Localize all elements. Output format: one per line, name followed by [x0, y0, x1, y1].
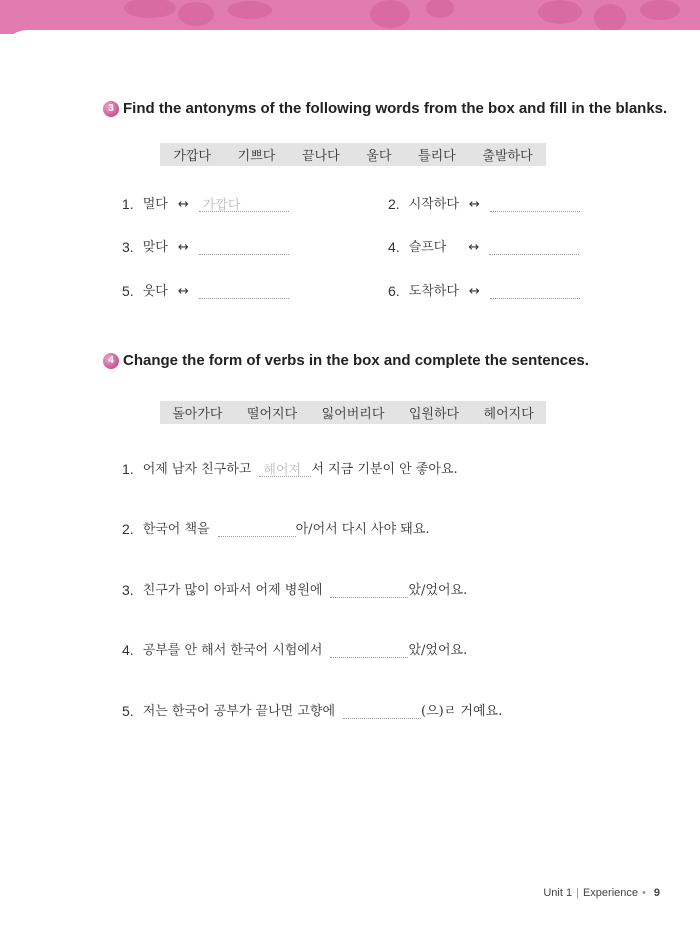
box-word: 돌아가다: [172, 407, 223, 422]
answer-blank[interactable]: [199, 281, 289, 299]
item-word: 맞다: [142, 240, 168, 255]
item-number: 1.: [122, 461, 134, 477]
section-4-word-box: [160, 401, 546, 424]
antonym-item: [388, 236, 579, 255]
sentence-item: [122, 458, 458, 477]
sentence-before: 어제 남자 친구하고: [142, 462, 252, 477]
page-corner: [0, 30, 700, 70]
footer-dot: •: [642, 887, 646, 899]
sentence-before: 공부를 안 해서 한국어 시험에서: [142, 643, 323, 658]
section-4-instruction: Change the form of verbs in the box and complete the sentences.: [123, 352, 589, 369]
answer-blank[interactable]: 헤어져: [259, 459, 311, 477]
double-arrow-icon: ↔: [177, 197, 189, 212]
antonym-item: [122, 236, 289, 255]
double-arrow-icon: ↔: [177, 284, 189, 299]
item-word: 웃다: [142, 284, 168, 299]
footer-unit: Unit 1: [543, 887, 573, 899]
answer-blank[interactable]: [330, 640, 408, 658]
double-arrow-icon: ↔: [468, 197, 480, 212]
item-word: 시작하다: [408, 197, 459, 212]
sentence-before: 한국어 책을: [142, 522, 210, 537]
box-word: 입원하다: [408, 407, 460, 422]
box-word: 끝나다: [301, 149, 340, 164]
sentence-after: 서 지금 기분이 안 좋아요.: [311, 462, 458, 477]
section-3-word-box: [160, 143, 546, 166]
section-4-title: [103, 352, 589, 369]
sentence-after: (으)ㄹ 거예요.: [421, 704, 503, 719]
item-number: 2.: [122, 521, 134, 537]
double-arrow-icon: ↔: [177, 240, 189, 255]
section-4-number: 4: [103, 353, 119, 369]
answer-blank[interactable]: [343, 701, 421, 719]
footer-topic: Experience: [582, 887, 639, 899]
floral-pattern-icon: [0, 0, 700, 34]
sentence-item: [122, 518, 430, 537]
antonym-item: [122, 280, 289, 299]
answer-blank[interactable]: [489, 237, 579, 255]
box-word: 출발하다: [482, 149, 533, 164]
sentence-item: [122, 639, 467, 658]
answer-blank[interactable]: 가깝다: [199, 194, 289, 212]
answer-blank[interactable]: [199, 237, 289, 255]
answer-blank[interactable]: [490, 281, 580, 299]
section-3-number: 3: [103, 101, 119, 117]
answer-blank[interactable]: [218, 519, 296, 537]
header-band: [0, 0, 700, 34]
item-number: 3.: [122, 582, 134, 598]
antonym-item: [388, 193, 580, 212]
sentence-after: 아/어서 다시 사야 돼요.: [295, 522, 430, 537]
section-3-title: [103, 100, 667, 117]
box-word: 잃어버리다: [321, 407, 385, 422]
sentence-item: [122, 579, 467, 598]
item-word: 슬프다: [408, 240, 447, 255]
section-3-instruction: Find the antonyms of the following words from the box and fill in the blanks.: [123, 100, 668, 117]
box-word: 틀리다: [418, 149, 456, 164]
box-word: 기쁘다: [237, 149, 276, 164]
footer-separator: |: [576, 887, 579, 899]
sentence-before: 친구가 많이 아파서 어제 병원에: [142, 583, 323, 598]
box-word: 가깝다: [173, 149, 211, 164]
item-number: 4.: [388, 239, 400, 255]
sentence-before: 저는 한국어 공부가 끝나면 고향에: [142, 704, 336, 719]
item-number: 3.: [122, 239, 134, 255]
item-number: 5.: [122, 703, 134, 719]
item-number: 2.: [388, 196, 400, 212]
box-word: 울다: [366, 149, 392, 164]
page-footer: [543, 887, 660, 899]
sentence-item: [122, 700, 502, 719]
sentence-after: 았/었어요.: [408, 583, 468, 598]
item-word: 도착하다: [408, 284, 459, 299]
item-number: 5.: [122, 283, 134, 299]
double-arrow-icon: ↔: [468, 240, 480, 255]
double-arrow-icon: ↔: [468, 284, 480, 299]
item-number: 1.: [122, 196, 134, 212]
item-number: 6.: [388, 283, 400, 299]
item-number: 4.: [122, 642, 134, 658]
box-word: 헤어지다: [483, 407, 534, 422]
box-word: 떨어지다: [246, 407, 298, 422]
answer-blank[interactable]: [490, 194, 580, 212]
antonym-item: [388, 280, 580, 299]
sentence-after: 았/었어요.: [408, 643, 468, 658]
item-word: 멀다: [142, 197, 168, 212]
answer-blank[interactable]: [330, 580, 408, 598]
page-number: 9: [653, 887, 660, 899]
antonym-item: [122, 193, 289, 212]
